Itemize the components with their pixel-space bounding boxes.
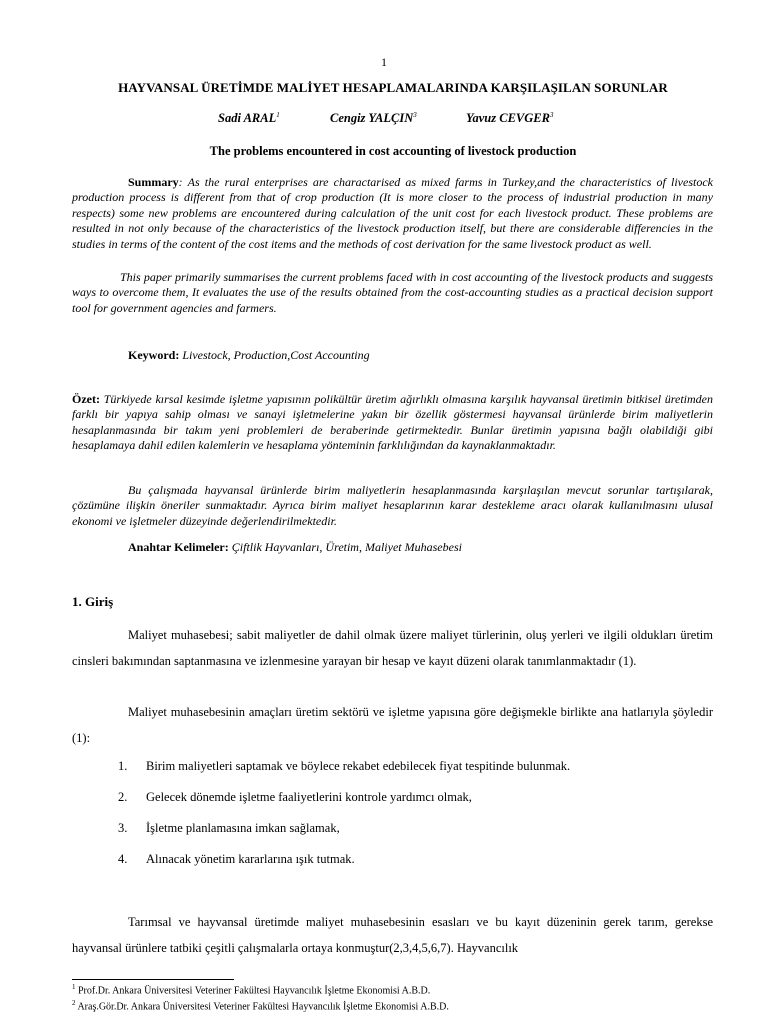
author-affiliation-mark: 3 — [413, 111, 417, 119]
author-affiliation-mark: 1 — [276, 111, 280, 119]
list-number: 1. — [118, 759, 128, 773]
author-name: Sadi ARAL — [218, 111, 277, 126]
list-text: Birim maliyetleri saptamak ve böylece rekabet edebilecek fiyat tespitinde bulunmak. — [146, 759, 571, 773]
footnote-mark: 2 — [72, 999, 76, 1007]
footnote-text: Prof.Dr. Ankara Üniversitesi Veteriner Fakültesi Hayvancılık İşletme Ekonomisi A.B.D. — [75, 985, 431, 997]
intro-paragraph-2: Maliyet muhasebesinin amaçları üretim sektörü ve işletme yapısına göre değişmekle birlikte ana hatlarıyla şöyledir (1): — [72, 705, 713, 745]
anahtar-line — [128, 540, 462, 555]
footnote-text: Araş.Gör.Dr. Ankara Üniversitesi Veteriner Fakültesi Hayvancılık İşletme Ekonomisi A.B.D. — [75, 1001, 449, 1013]
intro-paragraph-1: Maliyet muhasebesi; sabit maliyetler de dahil olmak üzere maliyet türlerinin, oluş yerleri ve ilgili oldukları üretim cinsleri bakımından saptanmasına ve izlenmesine yarayan bir hesap ve kayıt düzeni olarak tanımlanmaktadır (1). — [72, 628, 713, 668]
list-text: İşletme planlamasına imkan sağlamak, — [146, 821, 340, 835]
author-2 — [330, 111, 417, 126]
list-number: 3. — [118, 821, 128, 835]
intro-paragraph-3: Tarımsal ve hayvansal üretimde maliyet muhasebesinin esasları ve bu kayıt düzeninin gerek tarım, gerekse hayvansal ürünlere tatbiki çeşitli çalışmalarla ortaya konmuştur(2,3,4,5,6,7). Hayvancılık — [72, 915, 713, 955]
list-text: Alınacak yönetim kararlarına ışık tutmak. — [146, 852, 355, 866]
ozet-label: Özet: — [72, 392, 100, 406]
footnote-2 — [72, 999, 449, 1012]
summary-paragraph-1 — [72, 175, 713, 252]
keyword-value: Livestock, Production,Cost Accounting — [182, 348, 370, 362]
ozet-text: Türkiyede kırsal kesimde işletme yapısının polikültür üretim ağırlıklı olmasına karşılık hayvansal üretimin bitkisel üretimden farklı bir yapıya sahip olması ve sanayi işletmelerine yakın bir özellik göstermesi hayvansal ürünlerde birim maliyetlerin hesaplanmasında bir takım yeni problemleri de beraberinde getirmektedir. Bunlar üretimin yapısına bağlı olabildiği gibi hesaplamaya dahil edilen kalemlerin ve hesaplama yönteminin farklılığından da kaynaklanmaktadır. — [72, 392, 714, 453]
author-affiliation-mark: 3 — [549, 111, 554, 119]
summary-paragraph-2: This paper primarily summarises the current problems faced with in cost accounting of the livestock products and suggests ways to overcome them, It evaluates the use of the results obtained from the cost-accounting studies as a practical decision support tool for government agencies and farmers. — [72, 270, 713, 315]
keyword-label: Keyword: — [128, 348, 180, 362]
anahtar-value: Çiftlik Hayvanları, Üretim, Maliyet Muhasebesi — [231, 540, 462, 554]
page-number: 1 — [381, 55, 387, 69]
summary-label: Summary — [128, 175, 179, 189]
author-3 — [466, 111, 553, 126]
ozet-paragraph-2: Bu çalışmada hayvansal ürünlerde birim maliyetlerin hesaplanmasında karşılaşılan mevcut sorunlar tartışılarak, çözümüne ilişkin öneriler sunmaktadır. Ayrıca birim maliyet hesaplarının karar destekleme aracı olarak kullanılmasını ulusal ekonomi ve işletmeler düzeyinde değerlendirilmektedir. — [72, 483, 713, 528]
footnote-mark: 1 — [72, 983, 76, 991]
list-number: 4. — [118, 852, 128, 866]
author-name: Cengiz YALÇIN — [330, 111, 414, 126]
footnote-1 — [72, 983, 430, 996]
footnote-separator — [72, 979, 234, 980]
list-text: Gelecek dönemde işletme faaliyetlerini kontrole yardımcı olmak, — [146, 790, 472, 804]
section-heading: 1. Giriş — [72, 594, 114, 609]
summary-text: : As the rural enterprises are charactarised as mixed farms in Turkey,and the characteristics of livestock production process is different from that of crop production (It is more closer to the process of industrial production in many respects) some new problems are encountered during calculation of the unit cost for each livestock product. These problems are resulted in not only because of the characteristics of the livestock production itself, but there are considerable differencies in the studies in terms of the content of the cost items and the methods of cost derivation for the same livestock product as well. — [72, 175, 713, 251]
ozet-paragraph-1 — [72, 392, 713, 454]
author-1 — [218, 111, 280, 126]
list-number: 2. — [118, 790, 128, 804]
author-name: Yavuz CEVGER — [466, 111, 550, 126]
english-title: The problems encountered in cost accounting of livestock production — [209, 144, 577, 158]
anahtar-label: Anahtar Kelimeler: — [128, 540, 229, 554]
keyword-line — [128, 348, 370, 363]
paper-title: HAYVANSAL ÜRETİMDE MALİYET HESAPLAMALARINDA KARŞILAŞILAN SORUNLAR — [118, 80, 668, 95]
